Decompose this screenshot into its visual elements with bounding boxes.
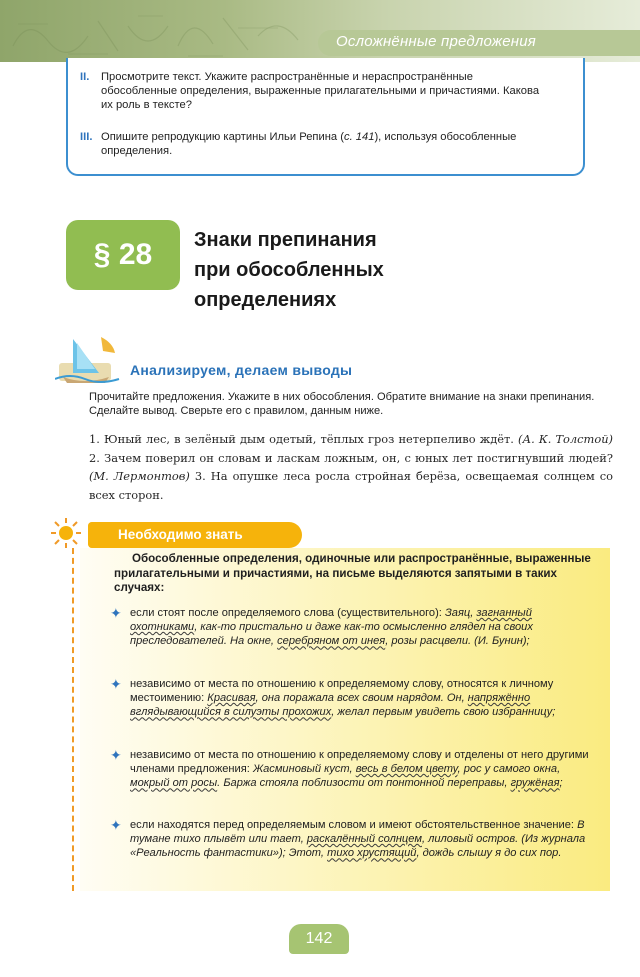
sun-icon: [49, 516, 83, 550]
rule-item: [110, 606, 598, 649]
header-band: [0, 0, 640, 62]
rule-intro: Обособленные определения, одиночные или распространённые, выраженные прилагательными и причастиями, на письме выделяются запятыми в таких случаях:: [114, 552, 591, 594]
task-number: III.: [80, 131, 93, 143]
task-text: Просмотрите текст. Укажите распространённые и нераспространённые обособленные определения, выраженные прилагательными и причастиями. Какова их роль в тексте?: [101, 71, 540, 111]
ship-icon: [55, 333, 121, 389]
analyze-title: Анализируем, делаем выводы: [130, 362, 353, 378]
plus-bullet-icon: ✦: [110, 817, 122, 833]
rule-text: независимо от места по отношению к определяемому слову и отделены от него другими членами предложения: Жасминовый куст, весь в белом цвету, рос у самого окна, мокрый от росы. Баржа стояла поблизости от понтонной переправы, гружёная;: [130, 749, 589, 790]
plus-bullet-icon: ✦: [110, 747, 122, 763]
task-number: II.: [80, 71, 90, 83]
rule-box-title: Необходимо знать: [88, 522, 302, 548]
paragraph-badge: § 28: [66, 220, 180, 290]
task-box: [66, 58, 585, 176]
rule-text: независимо от места по отношению к определяемому слову, относятся к личному местоимению: Красивая, она поражала всех своим нарядом. Он, напряжённо вглядывающийся в силуэты прохожих, желал первым увидеть свою избранницу;: [130, 678, 556, 719]
analyze-instruction: Прочитайте предложения. Укажите в них обособления. Обратите внимание на знаки препинания. Сделайте вывод. Сверьте его с правилом, данным ниже.: [89, 391, 595, 417]
sample-sentences: 1. Юный лес, в зелёный дым одетый, тёплых гроз нетерпеливо ждёт. (А. К. Толстой) 2. Зачем поверил он словам и ласкам ложным, он, с юных лет постигнувший людей? (М. Лермонтов) 3. На опушке леса росла стройная берёза, освещаемая солнцем со всех сторон.: [89, 432, 613, 502]
task-item: [80, 130, 550, 158]
page-reference: с. 141: [343, 131, 375, 143]
rule-item: [110, 818, 598, 861]
header-decoration: [8, 6, 308, 65]
plus-bullet-icon: ✦: [110, 676, 122, 692]
rule-box-border: [72, 548, 74, 891]
section-title: Осложнённые предложения: [336, 33, 537, 50]
paragraph-title: Знаки препинания при обособленных определениях: [194, 229, 384, 311]
rule-text: если стоят после определяемого слова (существительного): Заяц, загнанный охотниками, как-то пристально и даже как-то осмысленно глядел на своих преследователей. На окне, серебряном от инея, розы расцвели. (И. Бунин);: [130, 607, 533, 648]
task-text: Опишите репродукцию картины Ильи Репина (с. 141), используя обособленные определения.: [101, 131, 517, 157]
page-number: 142: [289, 924, 349, 954]
rule-item: [110, 677, 598, 720]
task-item: [80, 70, 550, 112]
rule-item: [110, 748, 598, 791]
plus-bullet-icon: ✦: [110, 605, 122, 621]
rule-text: если находятся перед определяемым словом и имеют обстоятельственное значение: В тумане тихо плывёт или тает, раскалённый солнцем, лиловый остров. (Из журнала «Реальность фантастики»); Этот, тихо хрустящий, дождь слышу я до сих пор.: [130, 819, 586, 860]
